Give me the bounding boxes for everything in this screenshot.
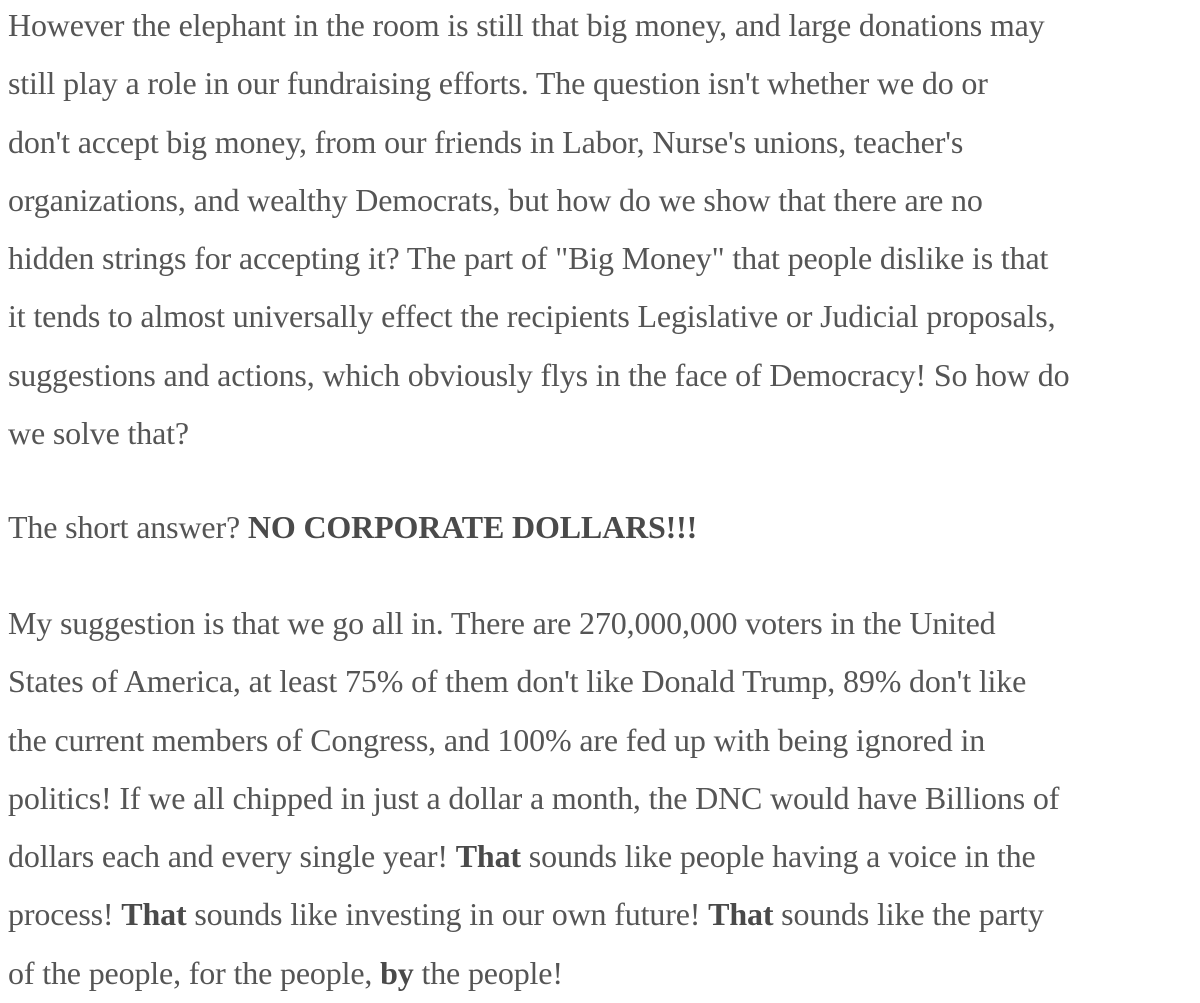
suggestion-text-5: the people! [413, 954, 563, 991]
emphasis-that-1: That [455, 838, 521, 875]
suggestion-text-1: My suggestion is that we go all in. There are 270,000,000 voters in the United States of America, at least 75% of them don't like Donald Trump, 89% don't like the current members of Congress, and 100% are fed up with being ignored in politics! If we all chipped in just a dollar a month, the DNC would have Billions of dollars each and every single year! [8, 605, 1060, 875]
short-answer-emphasis: NO CORPORATE DOLLARS!!! [247, 509, 698, 545]
suggestion-text-3: sounds like investing in our own future! [186, 896, 709, 933]
emphasis-by: by [380, 954, 414, 991]
paragraph-short-answer [8, 498, 1198, 556]
emphasis-that-2: That [121, 896, 187, 933]
paragraph-big-money: However the elephant in the room is still that big money, and large donations may still play a role in our fundraising efforts. The question isn't whether we do or don't accept big money, from our friends in Labor, Nurse's unions, teacher's organizations, and wealthy Democrats, but how do we show that there are no hidden strings for accepting it? The part of "Big Money" that people dislike is that it tends to almost universally effect the recipients Legislative or Judicial proposals, suggestions and actions, which obviously flys in the face of Democracy! So how do we solve that? [8, 7, 1070, 452]
short-answer-lead: The short answer? [8, 509, 248, 545]
emphasis-that-3: That [708, 896, 774, 933]
suggestion-text-4: sounds like the party of the people, for the people, [8, 896, 1044, 991]
paragraph-suggestion [8, 594, 1198, 1002]
suggestion-text-2: sounds like people having a voice in the process! [8, 838, 1036, 933]
